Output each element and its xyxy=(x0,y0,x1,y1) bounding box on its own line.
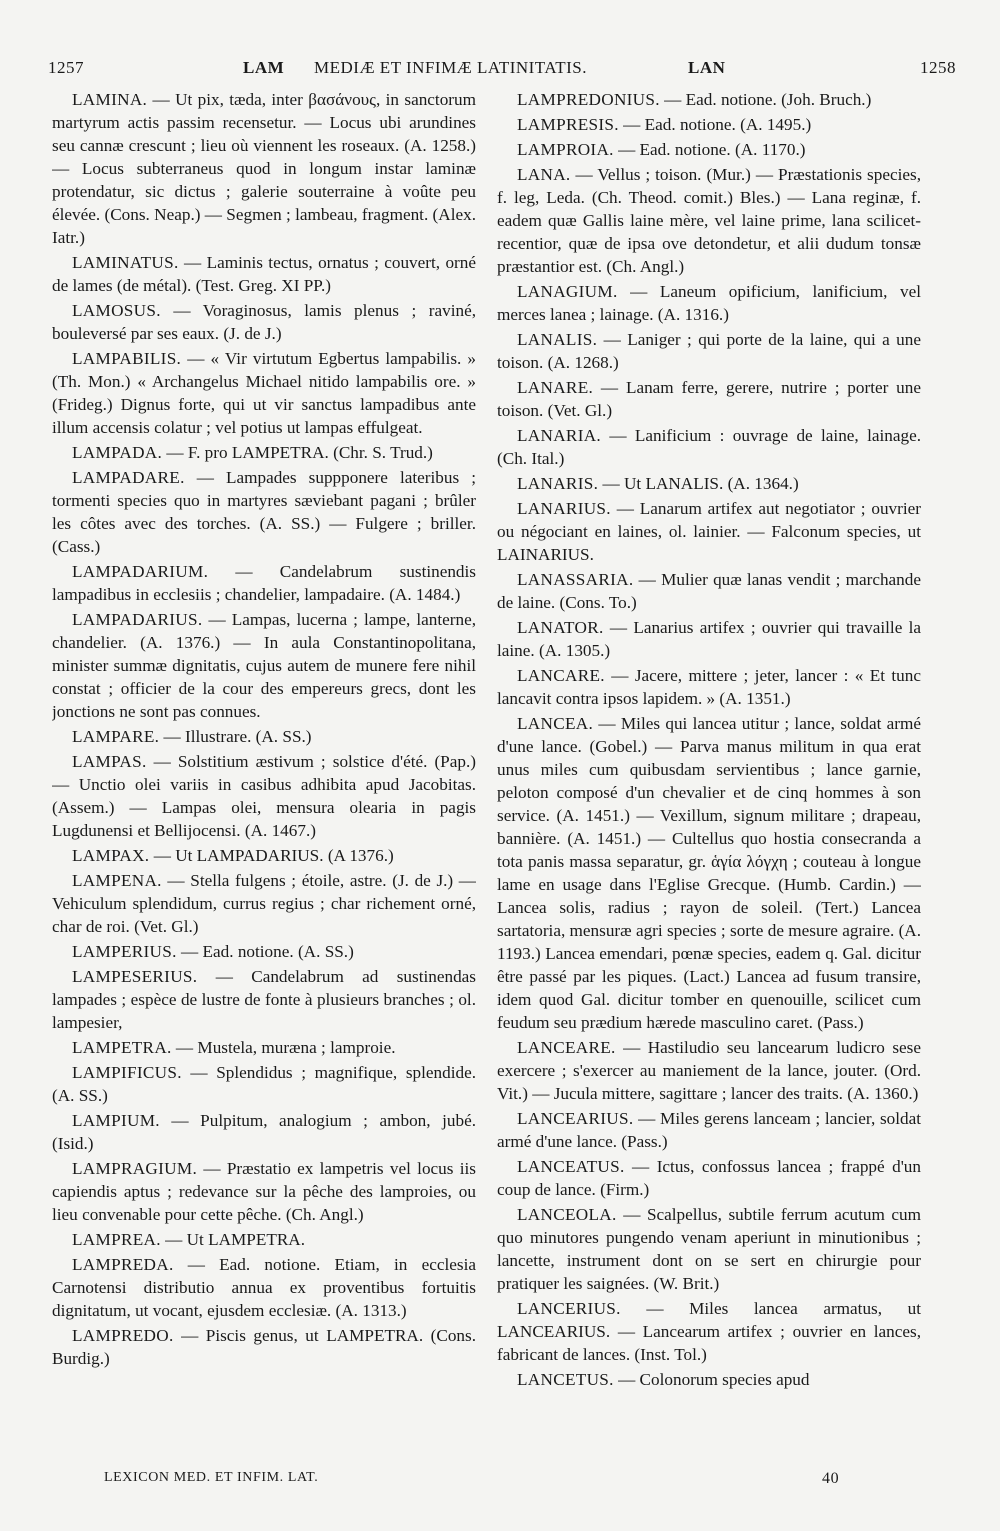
running-title: MEDIÆ ET INFIMÆ LATINITATIS. xyxy=(314,58,587,77)
dictionary-entry xyxy=(52,608,476,723)
entry-headword: LANCEA. xyxy=(517,714,594,733)
entry-definition: — Ut LAMPADARIUS. (A 1376.) xyxy=(149,846,394,865)
entry-headword: LANCARE. xyxy=(517,666,605,685)
dictionary-entry xyxy=(497,712,921,1034)
entry-definition: — Ead. notione. Etiam, in ecclesia Carnotensi distributio annua ex proventibus fortuitis dignitatum, ut vocant, ejusdem ecclesiæ. (A. 1313.) xyxy=(52,1255,476,1320)
entry-definition: — Ead. notione. (A. 1170.) xyxy=(613,140,806,159)
dictionary-entry xyxy=(497,497,921,566)
dictionary-entry xyxy=(52,940,476,963)
entry-headword: LAMPAX. xyxy=(72,846,150,865)
entry-headword: LANARIS. xyxy=(517,474,599,493)
entry-definition: — Ictus, confossus lancea ; frappé d'un coup de lance. (Firm.) xyxy=(497,1157,921,1199)
dictionary-entry xyxy=(497,113,921,136)
dictionary-entry xyxy=(497,1107,921,1153)
entry-headword: LAMPIUM. xyxy=(72,1111,160,1130)
dictionary-entry xyxy=(52,1228,476,1251)
entry-headword: LAMPADA. xyxy=(72,443,163,462)
entry-headword: LAMPERIUS. xyxy=(72,942,177,961)
entry-headword: LANCEOLA. xyxy=(517,1205,617,1224)
entry-definition: — Jacere, mittere ; jeter, lancer : « Et tunc lancavit contra ipsos lapidem. » (A. 1351.) xyxy=(497,666,921,708)
dictionary-entry xyxy=(52,560,476,606)
entry-definition: — Laniger ; qui porte de la laine, qui a une toison. (A. 1268.) xyxy=(497,330,921,372)
entry-definition: — Miles lancea armatus, ut LANCEARIUS. — Lancearum artifex ; ouvrier en lances, fabricant de lances. (Inst. Tol.) xyxy=(497,1299,921,1364)
entry-headword: LAMPADARE. xyxy=(72,468,185,487)
entry-headword: LANATOR. xyxy=(517,618,604,637)
dictionary-entry xyxy=(52,1061,476,1107)
entry-headword: LANA. xyxy=(517,165,571,184)
dictionary-entry xyxy=(52,1109,476,1155)
dictionary-entry xyxy=(52,1253,476,1322)
entry-headword: LAMPADARIUM. xyxy=(72,562,209,581)
entry-definition: — Lanarius artifex ; ouvrier qui travaille la laine. (A. 1305.) xyxy=(497,618,921,660)
entry-headword: LANCEATUS. xyxy=(517,1157,625,1176)
dictionary-entry xyxy=(497,568,921,614)
header-keyword-right: LAN xyxy=(688,58,726,77)
entry-definition: — Scalpellus, subtile ferrum acutum cum quo minutores pungendo venam aperiunt in minutionibus ; lancette, instrument dont on se sert en chirurgie pour pratiquer les saignées. (W. Brit.) xyxy=(497,1205,921,1293)
dictionary-entry xyxy=(497,163,921,278)
entry-headword: LANCETUS. xyxy=(517,1370,614,1389)
entry-definition: — Lampades suppponere lateribus ; tormenti species quo in martyres sæviebant pagani ; brûler les côtes avec des torches. (A. SS.) — Fulgere ; briller. (Cass.) xyxy=(52,468,476,556)
entry-definition: — Mulier quæ lanas vendit ; marchande de laine. (Cons. To.) xyxy=(497,570,921,612)
dictionary-entry xyxy=(52,844,476,867)
entry-definition: — Solstitium æstivum ; solstice d'été. (Pap.) — Unctio olei variis in casibus adhibita apud Jacobitas. (Assem.) — Lampas olei, mensura olearia in pagis Lugdunensi et Bellijocensi. (A. 1467.) xyxy=(52,752,476,840)
entry-definition: — Vellus ; toison. (Mur.) — Præstationis species, f. leg, Leda. (Ch. Theod. comit.) Bles.) — Lana reginæ, f. eadem quæ Gallis laine mère, vel laine prime, lana scilicet-recentior, quæ de ipsa ove detondetur, et alii dudum tonsæ præstantior est. (Ch. Angl.) xyxy=(497,165,921,276)
entry-definition: — Ead. notione. (A. SS.) xyxy=(176,942,354,961)
entry-definition: — Ut LANALIS. (A. 1364.) xyxy=(598,474,799,493)
entry-headword: LAMPENA. xyxy=(72,871,162,890)
dictionary-entry xyxy=(497,328,921,374)
entry-definition: — Colonorum species apud xyxy=(613,1370,810,1389)
dictionary-entry xyxy=(497,1368,921,1391)
entry-definition: — « Vir virtutum Egbertus lampabilis. » (Th. Mon.) « Archangelus Michael nitido lampabilis ore. » (Frideg.) Dignus forte, qui ut vir sanctus lampadibus ante illum accensis colatur ; vel potius ut lampas effulgeat. xyxy=(52,349,476,437)
dictionary-entry xyxy=(497,280,921,326)
dictionary-entry xyxy=(52,299,476,345)
entry-definition: — Ead. notione. (Joh. Bruch.) xyxy=(659,90,872,109)
entry-definition: — Ead. notione. (A. 1495.) xyxy=(618,115,812,134)
entry-definition: — Candelabrum ad sustinendas lampades ; espèce de lustre de fonte à plusieurs branches ; ol. lampesier, xyxy=(52,967,476,1032)
entry-headword: LAMOSUS. xyxy=(72,301,161,320)
entry-definition: — Lampas, lucerna ; lampe, lanterne, chandelier. (A. 1376.) — In aula Constantinopolitana, minister summæ dignitatis, cujus autem de munere fere nihil constat ; officier de la cour des empereurs grecs, dont les jonctions ne sont pas connues. xyxy=(52,610,476,721)
entry-headword: LAMPESERIUS. xyxy=(72,967,198,986)
entry-definition: — Lanificium : ouvrage de laine, lainage. (Ch. Ital.) xyxy=(497,426,921,468)
entry-headword: LAMPROIA. xyxy=(517,140,614,159)
entry-headword: LANCEARIUS. xyxy=(517,1109,634,1128)
entry-headword: LAMPREDO. xyxy=(72,1326,174,1345)
dictionary-entry xyxy=(497,138,921,161)
entry-headword: LAMPETRA. xyxy=(72,1038,172,1057)
entry-headword: LANAGIUM. xyxy=(517,282,618,301)
entry-headword: LAMPARE. xyxy=(72,727,160,746)
dictionary-entry xyxy=(497,424,921,470)
entry-headword: LANARE. xyxy=(517,378,594,397)
dictionary-entry xyxy=(497,1155,921,1201)
entry-definition: — Candelabrum sustinendis lampadibus in ecclesiis ; chandelier, lampadaire. (A. 1484.) xyxy=(52,562,476,604)
dictionary-entry xyxy=(52,1036,476,1059)
page-footer xyxy=(52,1470,956,1494)
entry-headword: LAMPAS. xyxy=(72,752,147,771)
entry-definition: — Laminis tectus, ornatus ; couvert, orné de lames (de métal). (Test. Greg. XI PP.) xyxy=(52,253,476,295)
dictionary-entry xyxy=(497,1036,921,1105)
entry-headword: LAMPRAGIUM. xyxy=(72,1159,198,1178)
entry-headword: LAMPREDONIUS. xyxy=(517,90,660,109)
dictionary-entry xyxy=(52,347,476,439)
dictionary-entry xyxy=(497,1203,921,1295)
entry-definition: — Laneum opificium, lanificium, vel merces lanea ; lainage. (A. 1316.) xyxy=(497,282,921,324)
dictionary-entry xyxy=(52,869,476,938)
dictionary-entry xyxy=(497,616,921,662)
header-keyword-left: LAM xyxy=(243,58,285,77)
dictionary-entry xyxy=(52,251,476,297)
entry-headword: LAMPIFICUS. xyxy=(72,1063,182,1082)
footer-signature: LEXICON MED. ET INFIM. LAT. xyxy=(104,1470,319,1485)
dictionary-entry xyxy=(52,1157,476,1226)
dictionary-entry xyxy=(497,1297,921,1366)
entry-definition: — Pulpitum, analogium ; ambon, jubé. (Isid.) xyxy=(52,1111,476,1153)
entry-definition: — Miles gerens lanceam ; lancier, soldat armé d'une lance. (Pass.) xyxy=(497,1109,921,1151)
page-number-right: 1258 xyxy=(920,58,956,77)
entry-headword: LANCEARE. xyxy=(517,1038,616,1057)
dictionary-entry xyxy=(497,88,921,111)
dictionary-entry xyxy=(52,88,476,249)
entry-definition: — Ut LAMPETRA. xyxy=(160,1230,306,1249)
entry-definition: — Lanam ferre, gerere, nutrire ; porter une toison. (Vet. Gl.) xyxy=(497,378,921,420)
entry-definition: — Splendidus ; magnifique, splendide. (A. SS.) xyxy=(52,1063,476,1105)
dictionary-entry xyxy=(52,725,476,748)
dictionary-entry xyxy=(497,376,921,422)
entry-headword: LAMPADARIUS. xyxy=(72,610,203,629)
entry-headword: LANARIUS. xyxy=(517,499,611,518)
page-header xyxy=(48,52,956,82)
entry-headword: LAMPREA. xyxy=(72,1230,161,1249)
entry-definition: — Miles qui lancea utitur ; lance, soldat armé d'une lance. (Gobel.) — Parva manus militum in qua erat unus miles cum quibusdam servientibus ; lance garnie, peloton composé d'un chevalier et de cinq hommes à son service. (A. 1451.) — Vexillum, signum militare ; drapeau, bannière. (A. 1451.) — Cultellus quo hostia consecranda a tota panis massa separatur, gr. ἁγία λόγχη ; couteau à longue lame en usage dans l'Eglise Grecque. (Humb. Cardin.) — Lancea solis, radius ; rayon de soleil. (Tert.) Lancea sartatoria, mensuræ agri species ; sorte de mesure agraire. (A. 1193.) Lancea emendari, pœnæ species, eadem q. Gal. dicitur être passé par les piques. (Lact.) Lancea ad fusum transire, idem quod Gal. dicitur tomber en quenouille, scilicet cum feudum seu prædium hærede masculino caret. (Pass.) xyxy=(497,714,921,1032)
entry-definition: — Voraginosus, lamis plenus ; raviné, bouleversé par ses eaux. (J. de J.) xyxy=(52,301,476,343)
dictionary-entry xyxy=(52,965,476,1034)
entry-definition: — Præstatio ex lampetris vel locus iis capiendis aptus ; redevance sur la pêche des lamproies, ou lieu convenable pour cette pêche. (Ch. Angl.) xyxy=(52,1159,476,1224)
entry-definition: — Mustela, muræna ; lamproie. xyxy=(171,1038,396,1057)
entry-headword: LANALIS. xyxy=(517,330,598,349)
entry-headword: LAMINA. xyxy=(72,90,148,109)
dictionary-entry xyxy=(52,750,476,842)
dictionary-entry xyxy=(497,472,921,495)
footer-sheet-number: 40 xyxy=(822,1470,840,1487)
entry-headword: LANCERIUS. xyxy=(517,1299,621,1318)
entry-headword: LAMINATUS. xyxy=(72,253,179,272)
entry-definition: — Lanarum artifex aut negotiator ; ouvrier ou négociant en laines, ol. lainier. — Falconum species, ut LAINARIUS. xyxy=(497,499,921,564)
entry-headword: LAMPABILIS. xyxy=(72,349,182,368)
dictionary-entry xyxy=(52,466,476,558)
dictionary-entry xyxy=(52,1324,476,1370)
left-column xyxy=(52,88,476,1448)
entry-definition: — Piscis genus, ut LAMPETRA. (Cons. Burdig.) xyxy=(52,1326,476,1368)
entry-definition: — Stella fulgens ; étoile, astre. (J. de J.) — Vehiculum splendidum, currus regius ; char richement orné, char de roi. (Vet. Gl.) xyxy=(52,871,476,936)
dictionary-entry xyxy=(52,441,476,464)
entry-definition: — F. pro LAMPETRA. (Chr. S. Trud.) xyxy=(162,443,433,462)
entry-headword: LANARIA. xyxy=(517,426,602,445)
page-number-left: 1257 xyxy=(48,58,84,77)
entry-headword: LAMPREDA. xyxy=(72,1255,174,1274)
entry-headword: LANASSARIA. xyxy=(517,570,634,589)
dictionary-entry xyxy=(497,664,921,710)
right-column xyxy=(497,88,921,1448)
entry-definition: — Ut pix, tæda, inter βασάνους, in sanctorum martyrum actis passim recensetur. — Locus ubi arundines seu cannæ crescunt ; lieu où viennent les roseaux. (A. 1258.) — Locus subterraneus quod in longum instar laminæ protendatur, sic dictus ; galerie souterraine à voûte peu élevée. (Cons. Neap.) — Segmen ; lambeau, fragment. (Alex. Iatr.) xyxy=(52,90,476,247)
entry-definition: — Illustrare. (A. SS.) xyxy=(159,727,312,746)
entry-definition: — Hastiludio seu lancearum ludicro sese exercere ; s'exercer au maniement de la lance, jouter. (Ord. Vit.) — Jucula mittere, sagittare ; lancer des traits. (A. 1360.) xyxy=(497,1038,921,1103)
entry-headword: LAMPRESIS. xyxy=(517,115,619,134)
